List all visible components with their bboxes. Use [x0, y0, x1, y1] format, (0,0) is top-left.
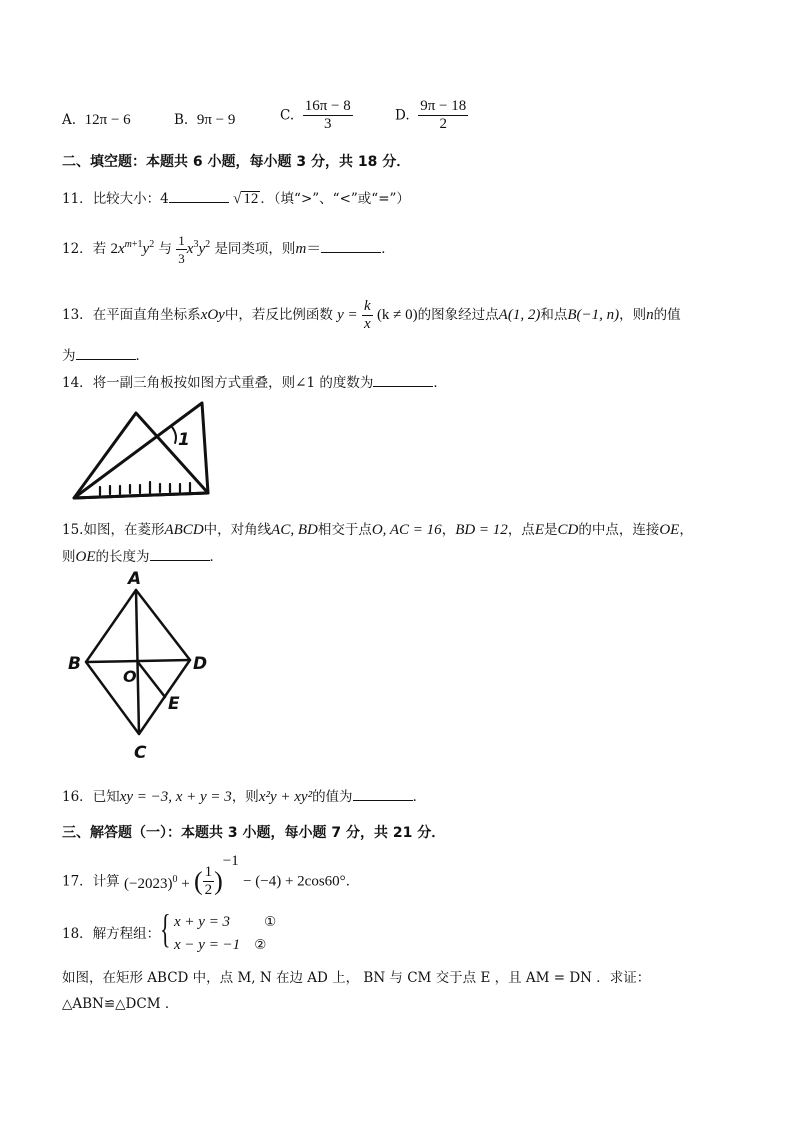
section-2-heading: 二、填空题：本题共 6 小题，每小题 3 分，共 18 分． — [62, 154, 411, 170]
label-c: C — [134, 743, 147, 763]
triangle-set-figure — [66, 395, 226, 507]
question-11: 11．比较大小：4 √ 12 ．（填“>”、“<”或“=”） — [62, 188, 410, 209]
question-19-line2: △ABN≌△DCM ． — [62, 996, 179, 1012]
question-18-label: 18．解方程组： — [62, 926, 161, 942]
question-13-line1: 13．在平面直角坐标系xOy中，若反比例函数 y = $\frac{k}{x}$ (k ≠ 0)的图象经过点A(1, 2)和点B(−1, n)，则n的值 — [62, 298, 681, 332]
section-3-heading: 三、解答题（一）：本题共 3 小题，每小题 7 分，共 21 分． — [62, 825, 446, 841]
question-15-line2: 则OE的长度为 ． — [62, 546, 223, 567]
rhombus-figure — [64, 568, 224, 766]
question-15-line1: 15.如图，在菱形ABCD中，对角线AC, BD相交于点O, AC = 16，BD = 12，点E是CD的中点，连接OE， — [62, 522, 693, 538]
question-14: 14．将一副三角板按如图方式重叠，则∠1 的度数为 ． — [62, 372, 447, 393]
question-16: 16．已知xy = −3, x + y = 3，则x²y + xy²的值为 ． — [62, 786, 426, 807]
label-d: D — [193, 654, 208, 674]
option-d: D. $\frac{9\pi - 18}{2}$ — [395, 98, 467, 132]
question-13-line2: 为 ． — [62, 345, 149, 366]
label-e: E — [168, 694, 180, 714]
equation-2: x − y = −1 ② — [174, 937, 267, 953]
question-12: 12．若 $2x^{m+1}y^2$ 与 $\frac{1}{3}$ $x^3y^2$ 是同类项，则m＝ ． — [62, 233, 395, 266]
label-a: A — [128, 569, 142, 589]
angle-1-label: 1 — [178, 430, 190, 450]
angle-1-arc — [172, 427, 176, 443]
system-brace: { — [160, 906, 171, 951]
segment-oe — [137, 661, 165, 697]
option-a: A. 12π − 6 — [62, 112, 131, 128]
label-o: O — [123, 667, 137, 686]
question-19-line1: 如图，在矩形 ABCD 中，点 M, N 在边 AD 上， BN 与 CM 交于点 E ，且 AM = DN ．求证： — [62, 970, 651, 986]
option-b: B. 9π − 9 — [174, 112, 236, 128]
option-c: C. $\frac{16\pi - 8}{3}$ — [280, 98, 351, 132]
label-b: B — [68, 654, 81, 674]
equation-1: x + y = 3 ① — [174, 914, 277, 930]
question-17: 17．计算 $(-2023)^0$ + ( $\frac{1}{2}$ )$^{-1}$ − (−4) + 2cos60°． — [62, 853, 360, 898]
